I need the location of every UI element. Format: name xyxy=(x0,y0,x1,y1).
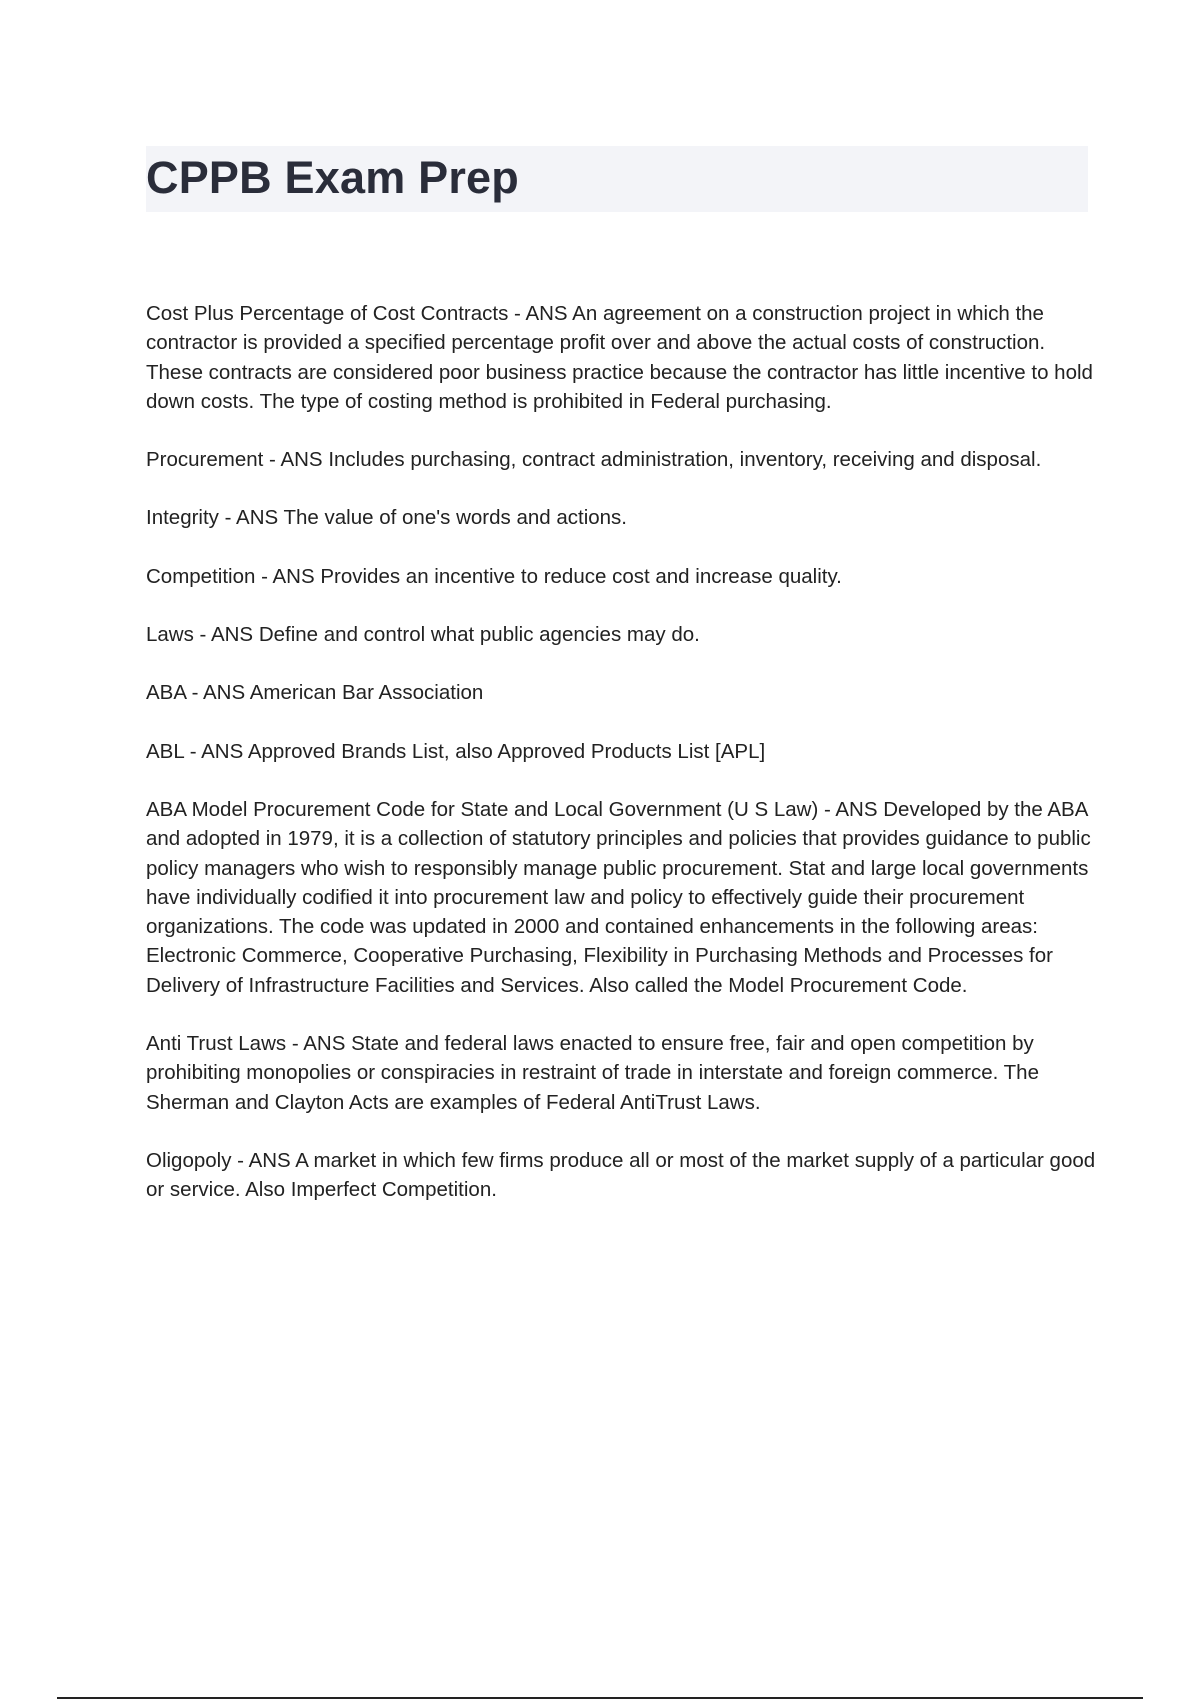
card-term: ABL xyxy=(146,739,184,763)
card-definition: A market in which few firms produce all or most of the market supply of a particular good or service. Also Imperfect Competition. xyxy=(146,1148,1101,1202)
card-term: Cost Plus Percentage of Cost Contracts xyxy=(146,302,509,325)
card-definition: American Bar Association xyxy=(249,681,484,705)
flashcard: Integrity - ANS The value of one's words and actions. xyxy=(146,506,628,530)
card-term: ABA Model Procurement Code for State and Local Government (U S Law) xyxy=(146,797,819,821)
card-definition: Provides an incentive to reduce cost and increase quality. xyxy=(320,564,842,588)
card-definition: An agreement on a construction project in which the contractor is provided a specified percentage profit over and above the actual costs of construction. These contracts are considered poor business practice because the contractor has little incentive to hold down costs. The type of costing method is prohibited in Federal purchasing. xyxy=(146,302,1099,413)
flashcard: ABL - ANS Approved Brands List, also Approved Products List [APL] xyxy=(146,739,766,763)
card-term: Anti Trust Laws xyxy=(146,1032,287,1056)
title-band xyxy=(146,146,1088,212)
card-definition: Developed by the ABA and adopted in 1979, it is a collection of statutory principles and policies that provides guidance to public policy managers who wish to responsibly manage public procurement. Stat and large local governments have individually codified it into procurement law and policy to effectively guide their procurement organizations. The code was updated in 2000 and contained enhancements in the following areas: Electronic Commerce, Cooperative Purchasing, Flexibility in Purchasing Methods and Processes for Delivery of Infrastructure Facilities and Services. Also called the Model Procurement Code. xyxy=(146,797,1097,997)
flashcard: Laws - ANS Define and control what public agencies may do. xyxy=(146,623,700,647)
flashcard: ABA - ANS American Bar Association xyxy=(146,681,484,705)
page-title: CPPB Exam Prep xyxy=(146,152,519,203)
card-ans-label: ANS xyxy=(303,1032,346,1056)
card-definition: The value of one's words and actions. xyxy=(283,506,628,530)
card-definition: State and federal laws enacted to ensure free, fair and open competition by prohibiting monopolies or conspiracies in restraint of trade in interstate and foreign commerce. The Sherman and Clayton Acts are examples of Federal AntiTrust Laws. xyxy=(146,1032,1045,1114)
card-term: ABA xyxy=(146,681,186,705)
bottom-rule xyxy=(57,1697,1143,1699)
card-term: Procurement xyxy=(146,448,264,472)
flashcard: Anti Trust Laws - ANS State and federal laws enacted to ensure free, fair and open competition by prohibiting monopolies or conspiracies in restraint of trade in interstate and foreign commerce. The Sherman and Clayton Acts are examples of Federal AntiTrust Laws. xyxy=(146,1032,1045,1114)
card-ans-label: ANS xyxy=(236,506,279,530)
card-ans-label: ANS xyxy=(280,448,323,472)
card-term: Oligopoly xyxy=(146,1148,232,1172)
card-ans-label: ANS xyxy=(201,739,244,763)
flashcard: Cost Plus Percentage of Cost Contracts - ANS An agreement on a construction project in which the contractor is provided a specified percentage profit over and above the actual costs of construction. These contracts are considered poor business practice because the contractor has little incentive to hold down costs. The type of costing method is prohibited in Federal purchasing. xyxy=(146,302,1099,413)
card-ans-label: ANS xyxy=(210,623,254,647)
flashcard: Oligopoly - ANS A market in which few firms produce all or most of the market supply of a particular good or service. Also Imperfect Competition. xyxy=(146,1148,1101,1202)
card-ans-label: ANS xyxy=(202,681,246,705)
card-definition: Includes purchasing, contract administration, inventory, receiving and disposal. xyxy=(328,448,1042,472)
card-ans-label: ANS xyxy=(248,1148,291,1172)
card-definition: Approved Brands List, also Approved Products List [APL] xyxy=(247,739,766,763)
flashcard-list xyxy=(146,299,1101,1234)
card-ans-label: ANS xyxy=(525,302,568,325)
card-ans-label: ANS xyxy=(272,564,315,588)
card-term: Integrity xyxy=(146,506,219,530)
flashcard: ABA Model Procurement Code for State and Local Government (U S Law) - ANS Developed by the ABA and adopted in 1979, it is a collection of statutory principles and policies that provides guidance to public policy managers who wish to responsibly manage public procurement. Stat and large local governments have individually codified it into procurement law and policy to effectively guide their procurement organizations. The code was updated in 2000 and contained enhancements in the following areas: Electronic Commerce, Cooperative Purchasing, Flexibility in Purchasing Methods and Processes for Delivery of Infrastructure Facilities and Services. Also called the Model Procurement Code. xyxy=(146,797,1097,997)
card-term: Laws xyxy=(146,623,194,647)
flashcard: Procurement - ANS Includes purchasing, contract administration, inventory, receiving and disposal. xyxy=(146,448,1042,472)
card-ans-label: ANS xyxy=(835,797,878,821)
flashcard: Competition - ANS Provides an incentive to reduce cost and increase quality. xyxy=(146,564,842,588)
card-term: Competition xyxy=(146,564,256,588)
card-definition: Define and control what public agencies may do. xyxy=(258,623,700,647)
